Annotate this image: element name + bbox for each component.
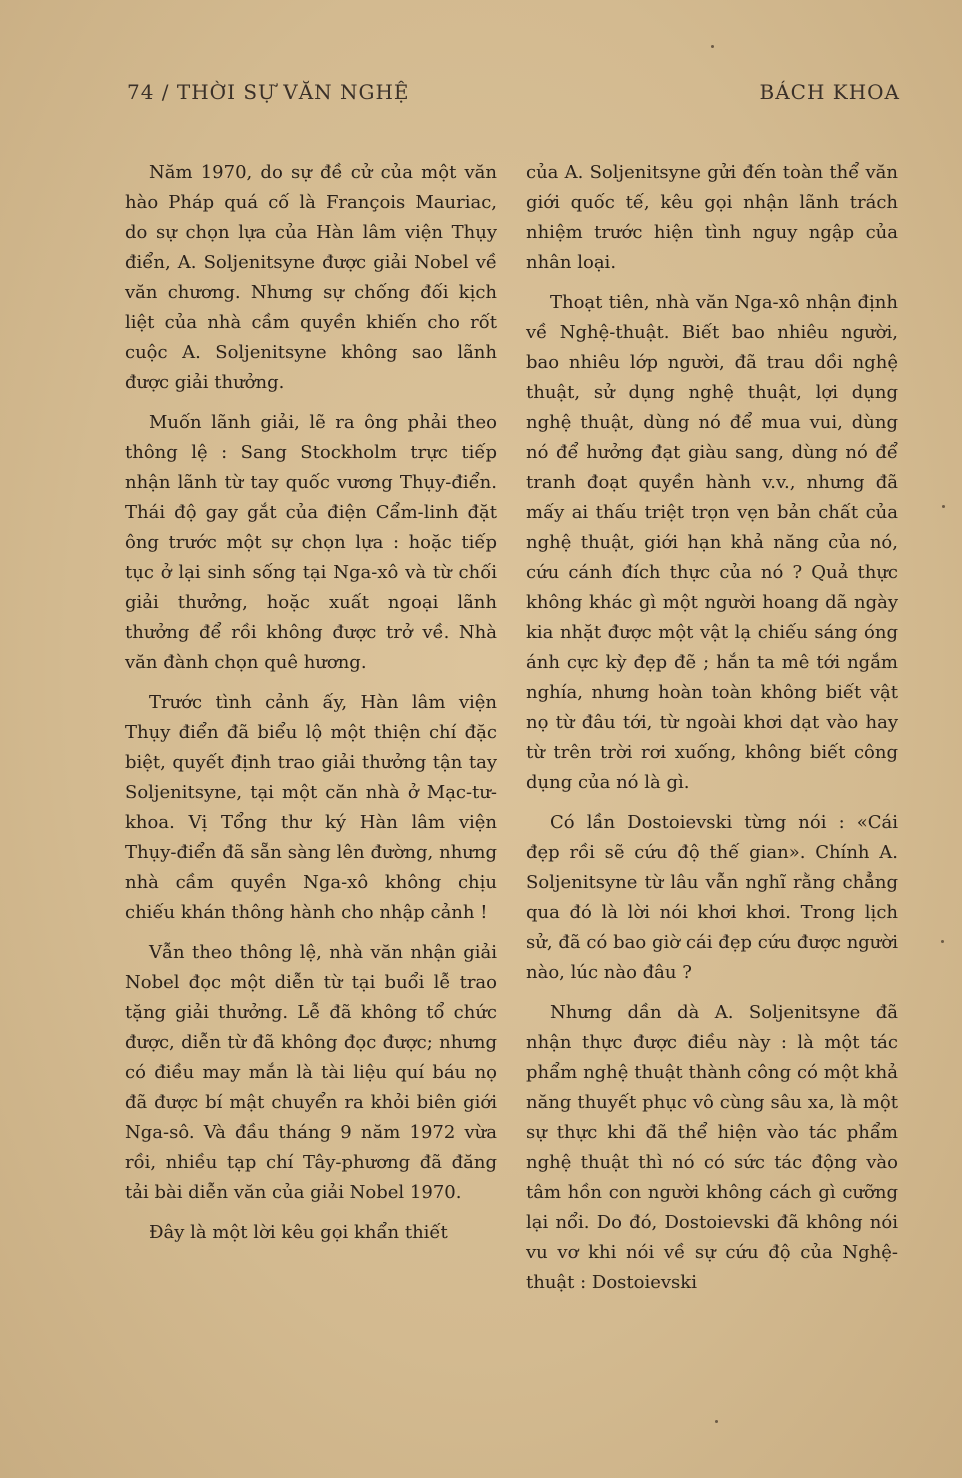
paper-speck [942, 505, 945, 508]
paper-speck [711, 45, 714, 48]
running-header [127, 80, 900, 114]
paragraph: của A. Soljenitsyne gửi đến toàn thể văn giới quốc tế, kêu gọi nhận lãnh trách nhiệm trước hiện tình nguy ngập của nhân loại. [526, 162, 898, 273]
right-column [526, 158, 898, 1308]
paragraph: Muốn lãnh giải, lẽ ra ông phải theo thông lệ : Sang Stockholm trực tiếp nhận lãnh từ tay quốc vương Thụy-điển. Thái độ gay gắt của điện Cẩm-linh đặt ông trước một sự chọn lựa : hoặc tiếp tục ở lại sinh sống tại Nga-xô và từ chối giải thưởng, hoặc xuất ngoại lãnh thưởng để rồi không được trở về. Nhà văn đành chọn quê hương. [125, 412, 497, 673]
paragraph: Nhưng dần dà A. Soljenitsyne đã nhận thực được điều này : là một tác phẩm nghệ thuật thành công có một khả năng thuyết phục vô cùng sâu xa, là một sự thực khi đã thể hiện vào tác phẩm nghệ thuật thì nó có sức tác động vào tâm hồn con người không cách gì cưỡng lại nổi. Do đó, Dostoievski đã không nói vu vơ khi nói về sự cứu độ của Nghệ-thuật : Dostoievski [526, 1002, 898, 1293]
paragraph: Năm 1970, do sự đề cử của một văn hào Pháp quá cố là François Mauriac, do sự chọn lựa của Hàn lâm viện Thụy điển, A. Soljenitsyne được giải Nobel về văn chương. Nhưng sự chống đối kịch liệt của nhà cầm quyền khiến cho rốt cuộc A. Soljenitsyne không sao lãnh được giải thưởng. [125, 162, 497, 393]
magazine-name: BÁCH KHOA [759, 80, 900, 104]
paragraph: Vẫn theo thông lệ, nhà văn nhận giải Nobel đọc một diễn từ tại buổi lễ trao tặng giải thưởng. Lễ đã không tổ chức được, diễn từ đã không đọc được; nhưng có điều may mắn là tài liệu quí báu nọ đã được bí mật chuyển ra khỏi biên giới Nga-sô. Và đầu tháng 9 năm 1972 vừa rồi, nhiều tạp chí Tây-phương đã đăng tải bài diễn văn của giải Nobel 1970. [125, 942, 497, 1203]
paper-speck [941, 940, 944, 943]
paragraph: Thoạt tiên, nhà văn Nga-xô nhận định về Nghệ-thuật. Biết bao nhiêu người, bao nhiêu lớp người, đã trau dồi nghệ thuật, sử dụng nghệ thuật, lợi dụng nghệ thuật, dùng nó để mua vui, dùng nó để hưởng đạt giàu sang, dùng nó để tranh đoạt quyền hành v.v., nhưng đã mấy ai thấu triệt trọn vẹn bản chất của nghệ thuật, giới hạn khả năng của nó, cứu cánh đích thực của nó ? Quả thực không khác gì một người hoang dã ngày kia nhặt được một vật lạ chiếu sáng óng ánh cực kỳ đẹp đẽ ; hắn ta mê tới ngắm nghía, nhưng hoàn toàn không biết vật nọ từ đâu tới, từ ngoài khơi dạt vào hay từ trên trời rơi xuống, không biết công dụng của nó là gì. [526, 292, 898, 793]
left-column [125, 158, 497, 1258]
paragraph: Có lần Dostoievski từng nói : «Cái đẹp rồi sẽ cứu độ thế gian». Chính A. Soljenitsyne từ lâu vẫn nghĩ rằng chẳng qua đó là lời nói khơi khơi. Trong lịch sử, đã có bao giờ cái đẹp cứu được người nào, lúc nào đâu ? [526, 812, 898, 983]
paragraph: Đây là một lời kêu gọi khẩn thiết [149, 1222, 448, 1243]
paragraph: Trước tình cảnh ấy, Hàn lâm viện Thụy điển đã biểu lộ một thiện chí đặc biệt, quyết định trao giải thưởng tận tay Soljenitsyne, tại một căn nhà ở Mạc-tư-khoa. Vị Tổng thư ký Hàn lâm viện Thụy-điển đã sẵn sàng lên đường, nhưng nhà cầm quyền Nga-xô không chịu chiếu khán thông hành cho nhập cảnh ! [125, 692, 497, 923]
paper-speck [715, 1420, 718, 1423]
page-number-section-title: 74 / THỜI SỰ VĂN NGHỆ [127, 80, 410, 104]
